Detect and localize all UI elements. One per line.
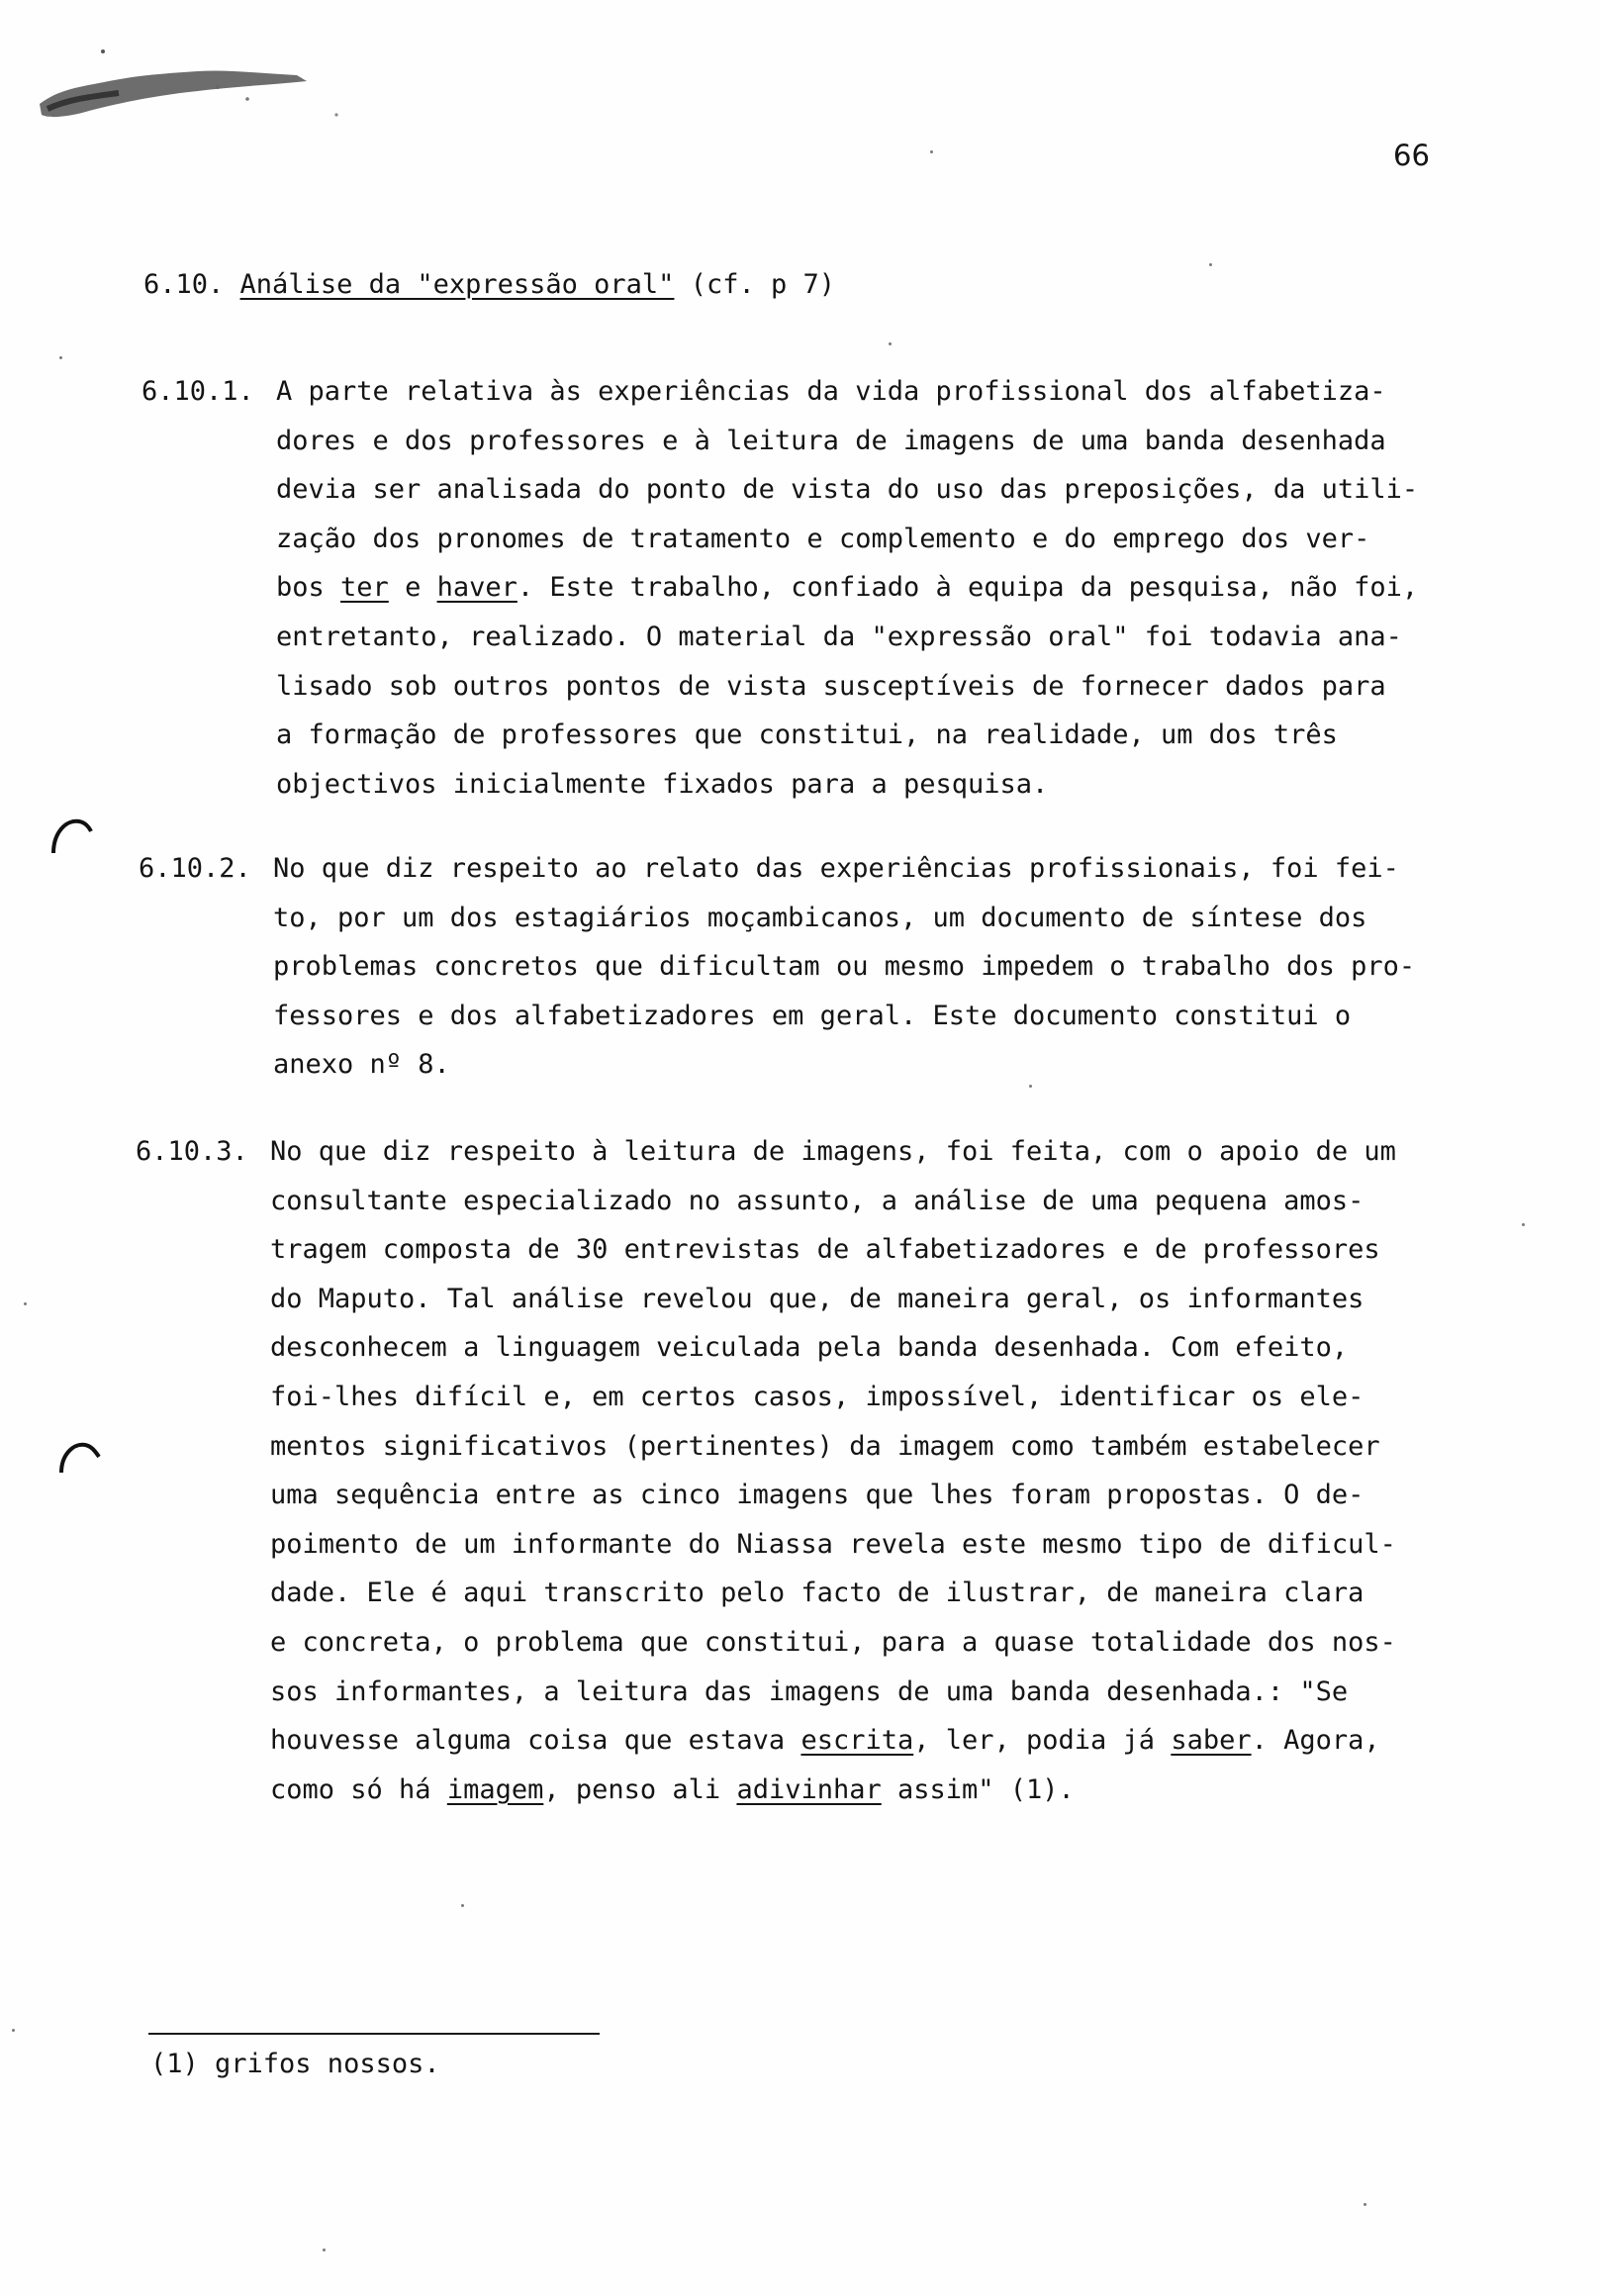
text-run: e (388, 572, 437, 604)
text-line (270, 1225, 1396, 1275)
text-run: foi-lhes difícil e, em certos casos, impossível, identificar os ele- (270, 1381, 1364, 1412)
text-run: dores e dos professores e à leitura de imagens de uma banda desenhada (276, 425, 1386, 456)
text-line (273, 1040, 1415, 1090)
scan-speck (1209, 263, 1212, 266)
text-run: consultante especializado no assunto, a análise de uma pequena amos- (270, 1185, 1364, 1216)
scan-speck (1364, 2203, 1366, 2206)
section-number: 6.10. (143, 269, 225, 300)
text-run: poimento de um informante do Niassa revela este mesmo tipo de dificul- (270, 1528, 1396, 1560)
text-line (276, 613, 1418, 662)
scan-speck (59, 356, 62, 359)
scan-speck (24, 1302, 27, 1305)
text-run: devia ser analisada do ponto de vista do uso das preposições, da utili- (276, 474, 1419, 506)
text-line (270, 1668, 1396, 1717)
text-run: . Agora, (1251, 1725, 1380, 1757)
text-line (270, 1177, 1396, 1226)
section-heading (143, 269, 835, 300)
scan-speck (12, 2029, 15, 2032)
text-run: do Maputo. Tal análise revelou que, de maneira geral, os informantes (270, 1283, 1364, 1314)
text-line (270, 1373, 1396, 1422)
text-run: e concreta, o problema que constitui, para a quase totalidade dos nos- (270, 1626, 1396, 1658)
emphasized-word: haver (436, 572, 517, 604)
section-title: Análise da "expressão oral" (239, 269, 675, 300)
emphasized-word: escrita (800, 1725, 914, 1757)
text-line (276, 515, 1418, 564)
paragraph-6-10-3 (136, 1127, 1396, 1814)
paragraph-6-10-2 (139, 844, 1416, 1090)
paragraph-number: 6.10.3. (136, 1136, 248, 1167)
text-run: mentos significativos (pertinentes) da imagem como também estabelecer (270, 1430, 1380, 1462)
text-line (276, 563, 1418, 613)
emphasized-word: ter (340, 572, 389, 604)
text-line (270, 1471, 1396, 1520)
scan-speck (461, 1904, 464, 1907)
text-line (276, 662, 1418, 712)
text-run: assim" (1). (881, 1773, 1075, 1805)
text-run: como só há (270, 1773, 447, 1805)
text-line (270, 1716, 1396, 1766)
emphasized-word: adivinhar (736, 1773, 882, 1805)
text-line (273, 894, 1415, 943)
text-line (276, 760, 1418, 810)
text-run: problemas concretos que dificultam ou mesmo impedem o trabalho dos pro- (273, 951, 1416, 983)
text-run: zação dos pronomes de tratamento e complemento e do emprego dos ver- (276, 523, 1370, 554)
scan-speck (930, 150, 933, 153)
margin-mark (53, 1433, 107, 1486)
text-line (270, 1618, 1396, 1668)
emphasized-word: imagem (446, 1773, 544, 1805)
text-line (276, 367, 1418, 417)
text-run: No que diz respeito à leitura de imagens, foi feita, com o apoio de um (270, 1136, 1396, 1167)
text-line (273, 844, 1415, 894)
scan-smudge (0, 30, 356, 129)
text-run: No que diz respeito ao relato das experiências profissionais, foi fei- (273, 853, 1399, 884)
text-run: , penso ali (543, 1773, 737, 1805)
text-run: uma sequência entre as cinco imagens que lhes foram propostas. O de- (270, 1480, 1364, 1511)
text-line (270, 1569, 1396, 1618)
footnote: (1) grifos nossos. (150, 2049, 440, 2079)
footnote-divider (148, 2033, 600, 2035)
text-line (270, 1127, 1396, 1177)
text-run: dade. Ele é aqui transcrito pelo facto de ilustrar, de maneira clara (270, 1578, 1364, 1609)
text-run: entretanto, realizado. O material da "expressão oral" foi todavia ana- (276, 621, 1402, 652)
text-line (270, 1766, 1396, 1815)
section-reference: (cf. p 7) (674, 269, 836, 300)
text-line (270, 1275, 1396, 1324)
text-run: bos (276, 572, 341, 604)
text-line (273, 992, 1415, 1041)
scan-speck (889, 342, 892, 345)
text-run: , ler, podia já (913, 1725, 1172, 1757)
paragraph-number: 6.10.2. (139, 853, 251, 884)
text-run: to, por um dos estagiários moçambicanos, um documento de síntese dos (273, 902, 1367, 933)
text-line (270, 1323, 1396, 1373)
scan-speck (1522, 1223, 1525, 1226)
text-run: a formação de professores que constitui, na realidade, um dos três (276, 719, 1338, 751)
text-run: anexo nº 8. (273, 1049, 450, 1081)
text-run: desconhecem a linguagem veiculada pela banda desenhada. Com efeito, (270, 1332, 1349, 1364)
text-line (270, 1520, 1396, 1570)
text-run: A parte relativa às experiências da vida profissional dos alfabetiza- (276, 376, 1386, 407)
text-run: houvesse alguma coisa que estava (270, 1725, 801, 1757)
paragraph-6-10-1 (141, 367, 1419, 809)
text-line (276, 465, 1418, 515)
text-run: objectivos inicialmente fixados para a pesquisa. (276, 768, 1049, 800)
text-line (276, 417, 1418, 466)
paragraph-number: 6.10.1. (141, 376, 254, 407)
page-number: 66 (1393, 139, 1430, 172)
scan-speck (323, 2248, 326, 2251)
text-line (270, 1422, 1396, 1472)
text-line (276, 711, 1418, 760)
text-run: tragem composta de 30 entrevistas de alfabetizadores e de professores (270, 1234, 1380, 1266)
text-run: fessores e dos alfabetizadores em geral. Este documento constitui o (273, 1000, 1352, 1031)
text-run: . Este trabalho, confiado à equipa da pesquisa, não foi, (517, 572, 1419, 604)
text-run: sos informantes, a leitura das imagens de uma banda desenhada.: "Se (270, 1675, 1349, 1707)
text-run: lisado sob outros pontos de vista susceptíveis de fornecer dados para (276, 670, 1386, 702)
emphasized-word: saber (1171, 1725, 1252, 1757)
margin-mark (44, 810, 97, 863)
text-line (273, 942, 1415, 992)
